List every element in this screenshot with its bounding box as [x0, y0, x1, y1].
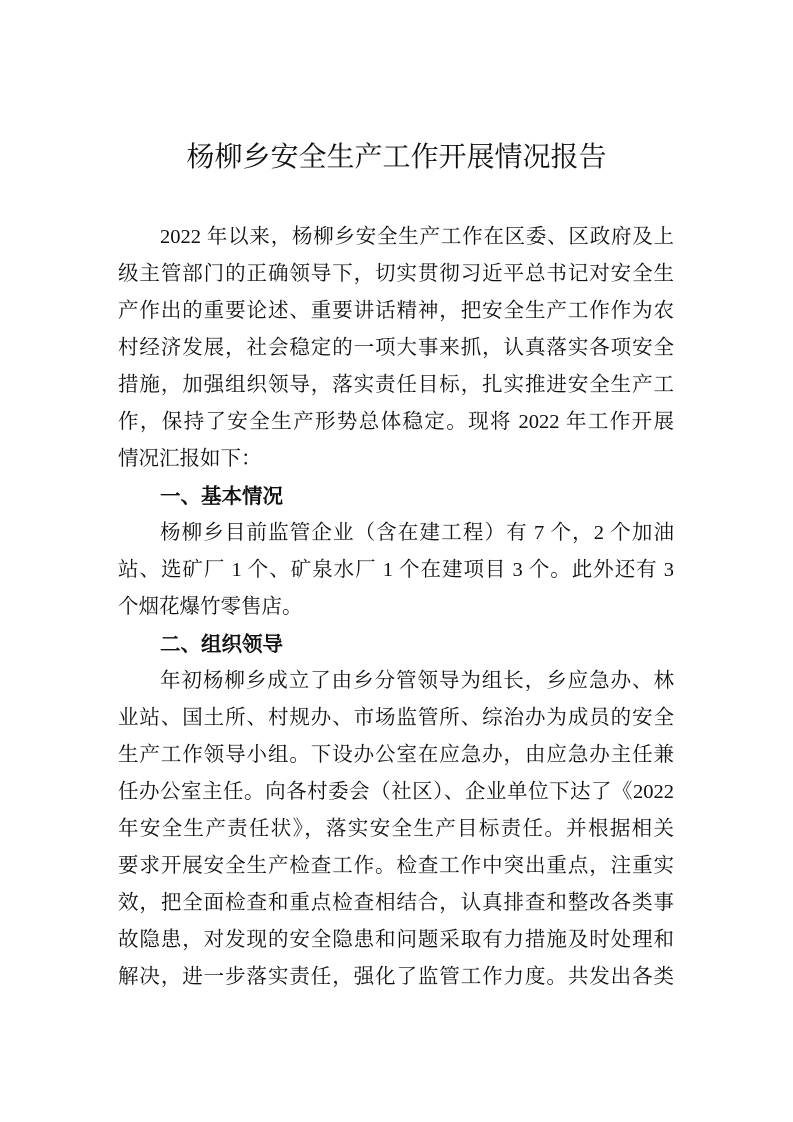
section-heading: 二、组织领导	[160, 632, 283, 656]
paragraph-line: 生产工作领导小组。下设办公室在应急办，由应急办主任兼	[118, 744, 674, 766]
paragraph-line: 个烟花爆竹零售店。	[118, 596, 303, 618]
paragraph-line: 业站、国土所、村规办、市场监管所、综治办为成员的安全	[118, 707, 674, 729]
paragraph-line: 杨柳乡目前监管企业（含在建工程）有 7 个，2 个加油	[160, 522, 674, 544]
paragraph-line: 站、选矿厂 1 个、矿泉水厂 1 个在建项目 3 个。此外还有 3	[118, 559, 674, 581]
document-title: 杨柳乡安全生产工作开展情况报告	[186, 142, 607, 173]
paragraph-line: 故隐患，对发现的安全隐患和问题采取有力措施及时处理和	[118, 929, 674, 951]
paragraph-line: 要求开展安全生产检查工作。检查工作中突出重点，注重实	[118, 855, 674, 877]
paragraph-line: 级主管部门的正确领导下，切实贯彻习近平总书记对安全生	[118, 263, 674, 285]
paragraph-line: 村经济发展，社会稳定的一项大事来抓，认真落实各项安全	[118, 337, 674, 359]
section-heading: 一、基本情况	[160, 484, 283, 508]
paragraph-line: 情况汇报如下：	[118, 448, 262, 470]
paragraph-line: 作，保持了安全生产形势总体稳定。现将 2022 年工作开展	[118, 411, 674, 433]
paragraph-line: 任办公室主任。向各村委会（社区）、企业单位下达了《2022	[118, 781, 674, 803]
paragraph-line: 2022 年以来，杨柳乡安全生产工作在区委、区政府及上	[160, 226, 674, 248]
paragraph-line: 措施，加强组织领导，落实责任目标，扎实推进安全生产工	[118, 374, 674, 396]
paragraph-line: 年安全生产责任状》，落实安全生产目标责任。并根据相关	[118, 818, 674, 840]
paragraph-line: 产作出的重要论述、重要讲话精神，把安全生产工作作为农	[118, 300, 674, 322]
document-body	[118, 219, 674, 996]
paragraph-line: 效，把全面检查和重点检查相结合，认真排查和整改各类事	[118, 892, 674, 914]
paragraph-line: 年初杨柳乡成立了由乡分管领导为组长，乡应急办、林	[160, 670, 674, 692]
paragraph-line: 解决，进一步落实责任，强化了监管工作力度。共发出各类	[118, 966, 674, 988]
